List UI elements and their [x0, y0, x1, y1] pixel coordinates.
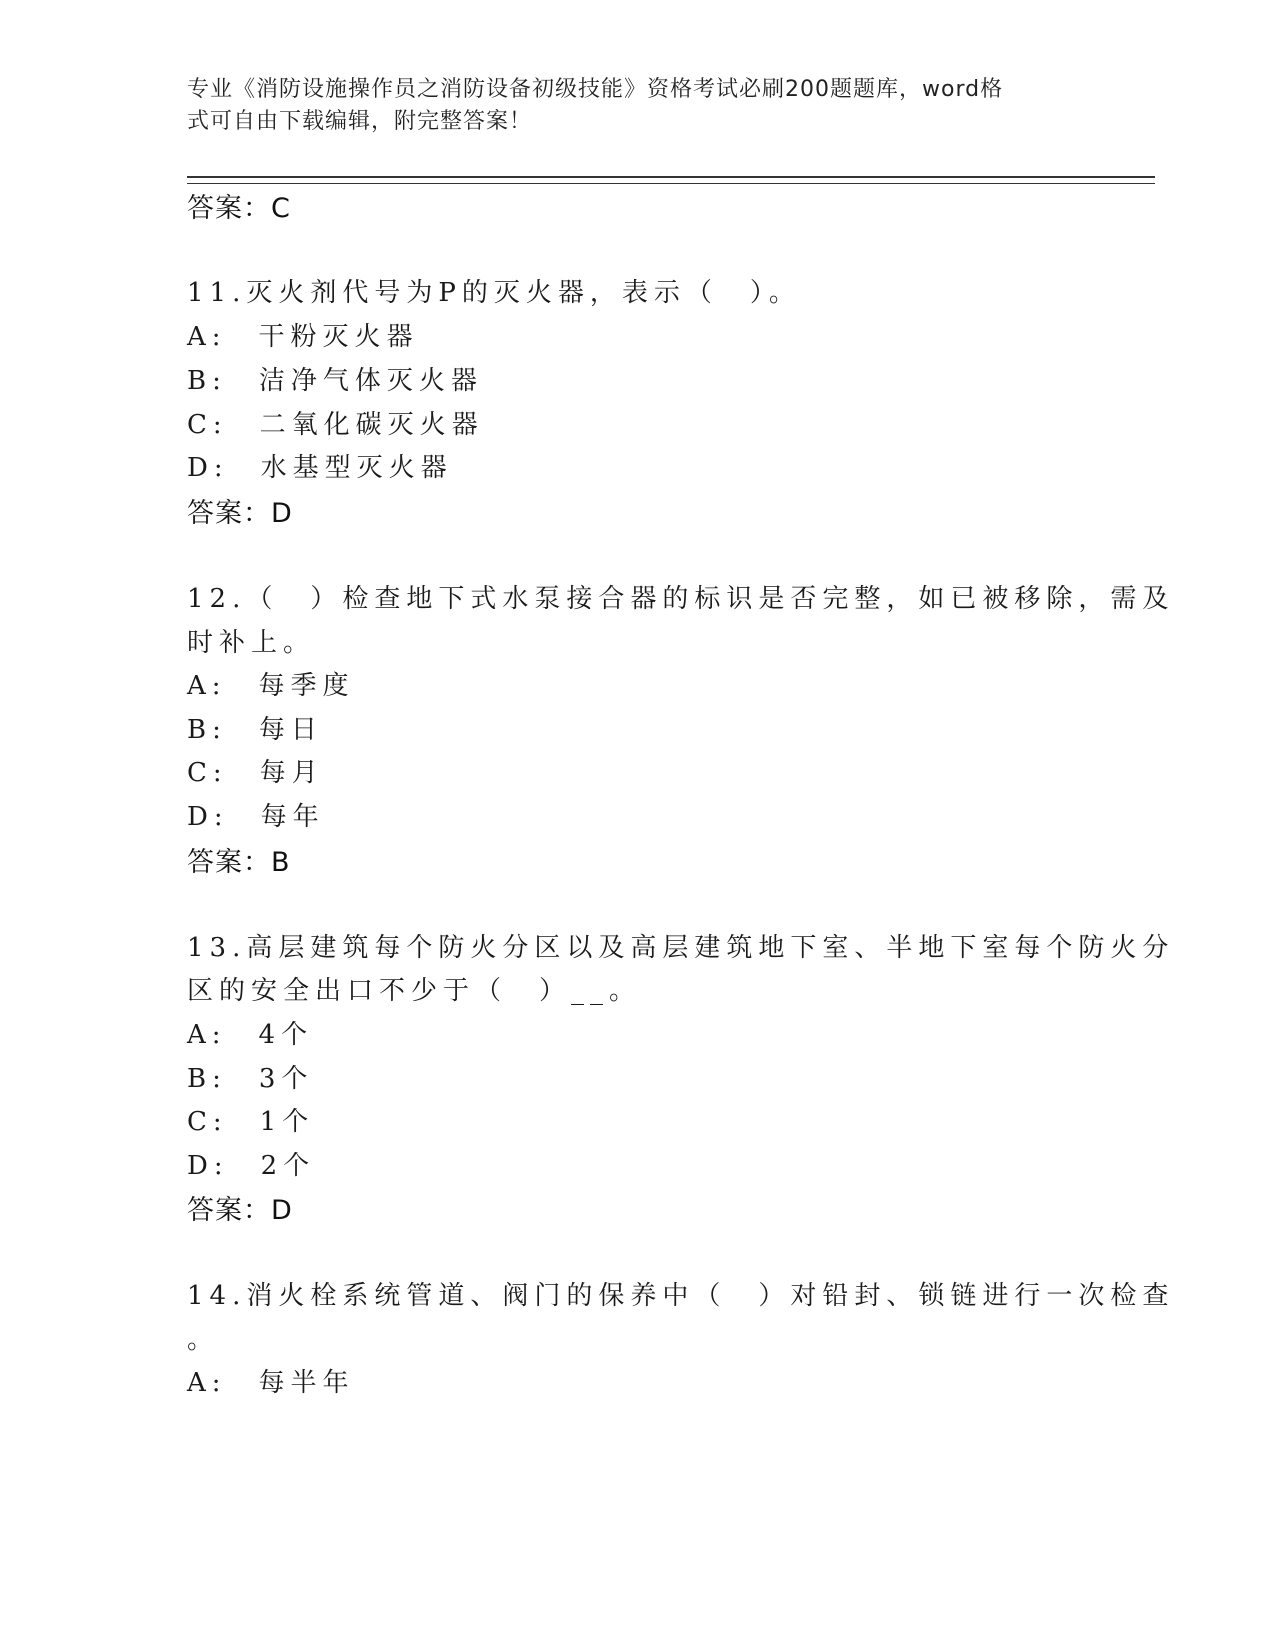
question-11-answer: 答案：D — [187, 498, 293, 529]
question-11-option-d: D: 水基型灭火器 — [187, 453, 453, 483]
question-13-answer: 答案：D — [187, 1195, 293, 1226]
question-12-text-line-1: 12.（ ）检查地下式水泵接合器的标识是否完整，如已被移除，需及 — [187, 584, 1175, 614]
question-11-option-b: B: 洁净气体灭火器 — [187, 366, 483, 396]
question-14-text-line-2: 。 — [187, 1325, 220, 1355]
question-13-option-b: B: 3个 — [187, 1064, 314, 1094]
question-14-option-a: A: 每半年 — [187, 1368, 355, 1398]
question-11-option-a: A: 干粉灭火器 — [187, 322, 419, 352]
question-12-option-c: C: 每月 — [187, 758, 324, 788]
question-12-text-line-2: 时补上。 — [187, 628, 316, 658]
question-13-option-a: A: 4个 — [187, 1020, 314, 1050]
question-12-answer: 答案：B — [187, 847, 291, 878]
question-12-option-d: D: 每年 — [187, 802, 325, 832]
question-14-text-line-1: 14.消火栓系统管道、阀门的保养中（ ）对铅封、锁链进行一次检查 — [187, 1281, 1175, 1311]
header-line-1: 专业《消防设施操作员之消防设备初级技能》资格考试必刷200题题库，word格 — [187, 77, 1004, 102]
question-13-option-c: C: 1个 — [187, 1107, 315, 1137]
header-divider — [187, 176, 1155, 184]
question-12-option-b: B: 每日 — [187, 715, 323, 745]
question-12-option-a: A: 每季度 — [187, 671, 355, 701]
question-13-text-line-1: 13.高层建筑每个防火分区以及高层建筑地下室、半地下室每个防火分 — [187, 933, 1175, 963]
previous-answer: 答案：C — [187, 193, 291, 224]
question-13-option-d: D: 2个 — [187, 1151, 316, 1181]
question-11-option-c: C: 二氧化碳灭火器 — [187, 410, 484, 440]
question-11-text: 11.灭火剂代号为P的灭火器，表示（ ）。 — [187, 278, 801, 308]
document-header — [187, 74, 1067, 138]
question-13-text-line-2: 区的安全出口不少于（ ）__。 — [187, 976, 642, 1006]
header-line-2: 式可自由下载编辑，附完整答案！ — [187, 109, 533, 134]
